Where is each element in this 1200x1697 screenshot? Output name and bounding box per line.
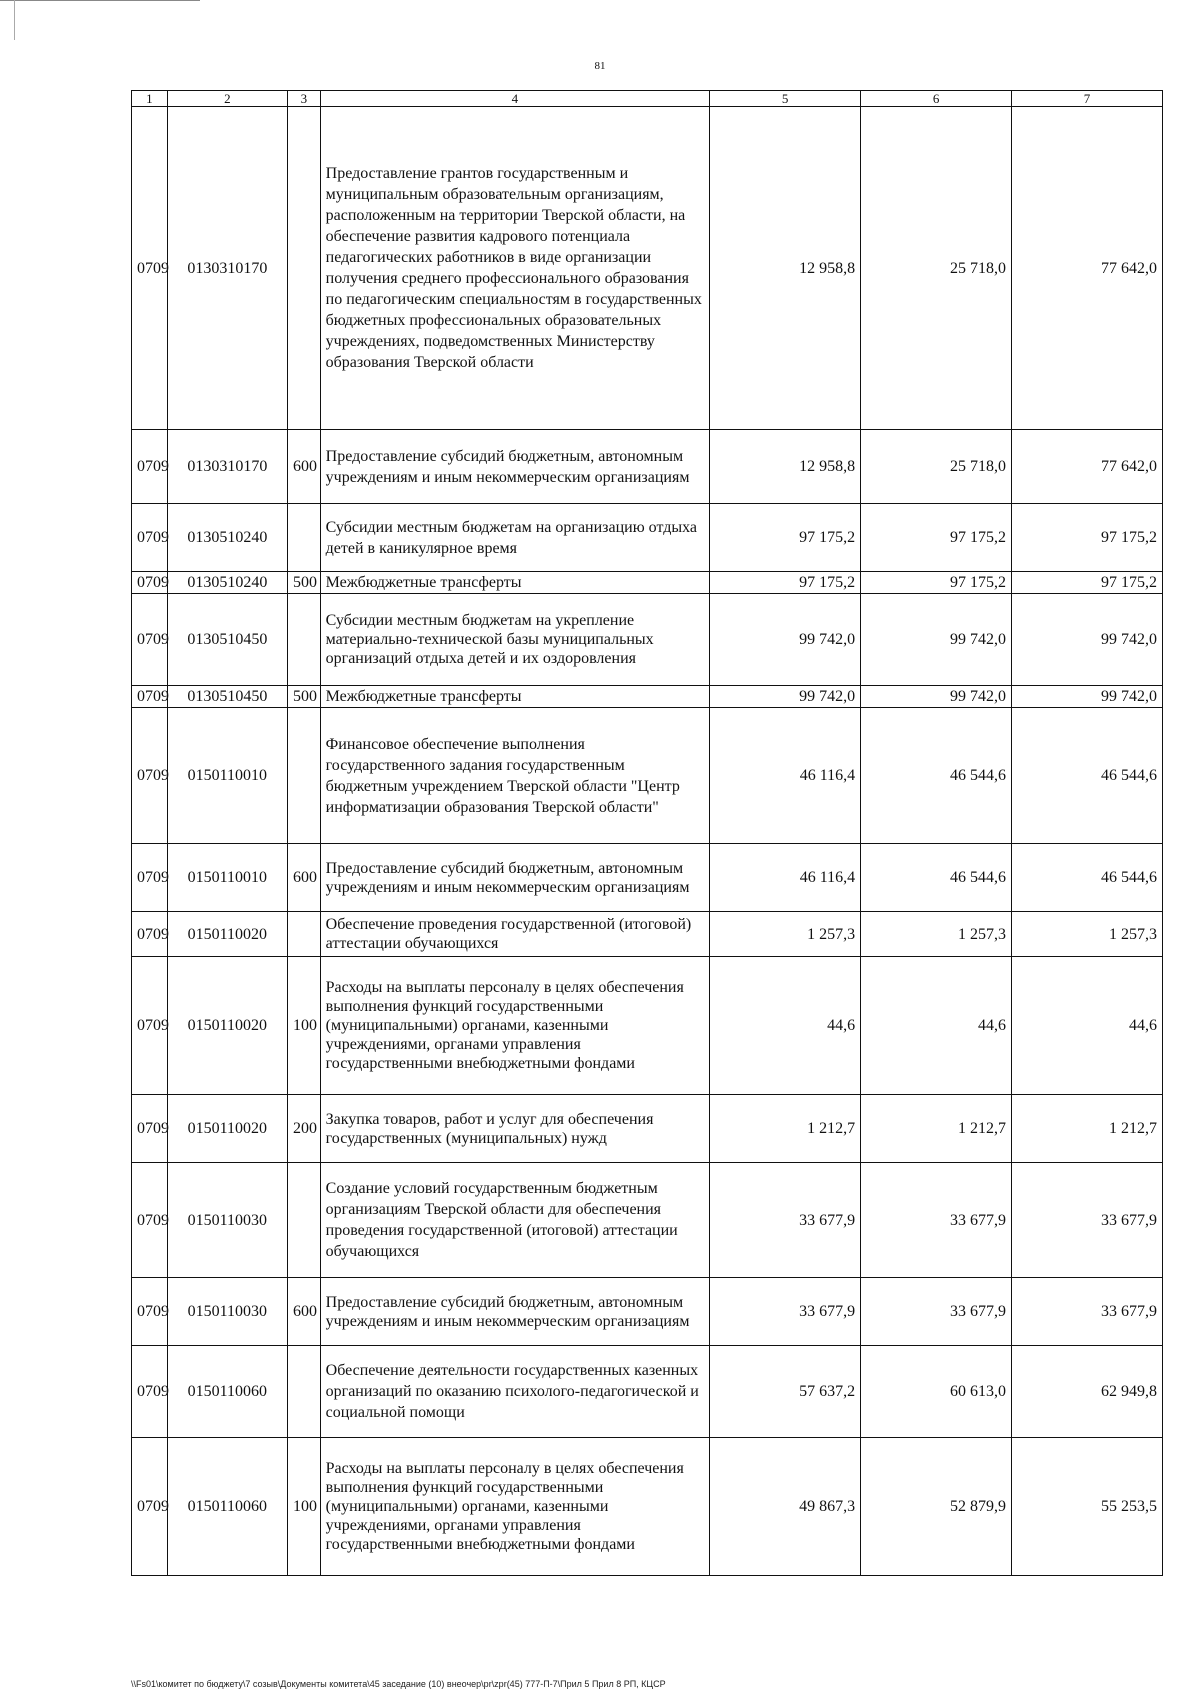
value-col6-cell: 33 677,9: [861, 1163, 1012, 1278]
value-col6-cell: 33 677,9: [861, 1278, 1012, 1346]
value-col6-cell: 97 175,2: [861, 504, 1012, 572]
value-col7-cell: 1 212,7: [1012, 1095, 1163, 1163]
section-cell: 0709: [132, 572, 168, 594]
type-cell: 500: [288, 572, 321, 594]
type-cell: 100: [288, 1438, 321, 1576]
code-cell: 0150110020: [167, 1095, 287, 1163]
page-number: 81: [594, 60, 606, 72]
value-col5-cell: 99 742,0: [710, 686, 861, 708]
value-col6-cell: 52 879,9: [861, 1438, 1012, 1576]
section-cell: 0709: [132, 708, 168, 844]
value-col6-cell: 44,6: [861, 957, 1012, 1095]
section-cell: 0709: [132, 957, 168, 1095]
value-col6-cell: 25 718,0: [861, 107, 1012, 430]
code-cell: 0150110010: [167, 844, 287, 912]
type-cell: 600: [288, 430, 321, 504]
description-cell: Субсидии местным бюджетам на укрепление материально-технической базы муниципальных организаций отдыха детей и их оздоровления: [320, 594, 710, 686]
value-col6-cell: 60 613,0: [861, 1346, 1012, 1438]
description-cell: Межбюджетные трансферты: [320, 686, 710, 708]
section-cell: 0709: [132, 430, 168, 504]
value-col5-cell: 57 637,2: [710, 1346, 861, 1438]
code-cell: 0150110060: [167, 1438, 287, 1576]
value-col7-cell: 77 642,0: [1012, 430, 1163, 504]
value-col5-cell: 97 175,2: [710, 572, 861, 594]
table-row: [132, 686, 1163, 708]
value-col7-cell: 1 257,3: [1012, 912, 1163, 957]
table-row: [132, 572, 1163, 594]
type-cell: 200: [288, 1095, 321, 1163]
value-col6-cell: 46 544,6: [861, 844, 1012, 912]
code-cell: 0150110010: [167, 708, 287, 844]
col-header-4: 4: [320, 91, 710, 107]
code-cell: 0130510450: [167, 594, 287, 686]
budget-table: [131, 90, 1163, 1576]
value-col5-cell: 46 116,4: [710, 708, 861, 844]
type-cell: [288, 1163, 321, 1278]
value-col7-cell: 33 677,9: [1012, 1278, 1163, 1346]
column-header-row: [132, 91, 1163, 107]
section-cell: 0709: [132, 1438, 168, 1576]
section-cell: 0709: [132, 1163, 168, 1278]
col-header-6: 6: [861, 91, 1012, 107]
section-cell: 0709: [132, 1278, 168, 1346]
code-cell: 0130310170: [167, 107, 287, 430]
description-cell: Закупка товаров, работ и услуг для обеспечения государственных (муниципальных) нужд: [320, 1095, 710, 1163]
col-header-5: 5: [710, 91, 861, 107]
col-header-2: 2: [167, 91, 287, 107]
type-cell: [288, 912, 321, 957]
value-col7-cell: 46 544,6: [1012, 844, 1163, 912]
table-row: [132, 107, 1163, 430]
description-cell: Расходы на выплаты персоналу в целях обеспечения выполнения функций государственными (муниципальными) органами, казенными учреждениями, органами управления государственными внебюджетными фондами: [320, 957, 710, 1095]
col-header-3: 3: [288, 91, 321, 107]
value-col7-cell: 77 642,0: [1012, 107, 1163, 430]
file-path-footer: \\Fs01\комитет по бюджету\7 созыв\Документы комитета\45 заседание (10) внеочер\pr\zpr(45) 777-П-7\Прил 5 Прил 8 РП, КЦСР: [131, 1679, 666, 1689]
description-cell: Финансовое обеспечение выполнения государственного задания государственным бюджетным учреждением Тверской области "Центр информатизации образования Тверской области": [320, 708, 710, 844]
table-row: [132, 708, 1163, 844]
value-col5-cell: 44,6: [710, 957, 861, 1095]
value-col5-cell: 12 958,8: [710, 107, 861, 430]
type-cell: [288, 1346, 321, 1438]
value-col7-cell: 97 175,2: [1012, 504, 1163, 572]
type-cell: [288, 107, 321, 430]
table-row: [132, 430, 1163, 504]
section-cell: 0709: [132, 594, 168, 686]
table-row: [132, 504, 1163, 572]
value-col5-cell: 46 116,4: [710, 844, 861, 912]
table-row: [132, 1095, 1163, 1163]
code-cell: 0150110030: [167, 1278, 287, 1346]
description-cell: Предоставление субсидий бюджетным, автономным учреждениям и иным некоммерческим организациям: [320, 844, 710, 912]
code-cell: 0150110020: [167, 912, 287, 957]
value-col7-cell: 62 949,8: [1012, 1346, 1163, 1438]
value-col6-cell: 46 544,6: [861, 708, 1012, 844]
value-col7-cell: 99 742,0: [1012, 594, 1163, 686]
value-col6-cell: 1 257,3: [861, 912, 1012, 957]
section-cell: 0709: [132, 1095, 168, 1163]
table-row: [132, 594, 1163, 686]
description-cell: Межбюджетные трансферты: [320, 572, 710, 594]
description-cell: Расходы на выплаты персоналу в целях обеспечения выполнения функций государственными (муниципальными) органами, казенными учреждениями, органами управления государственными внебюджетными фондами: [320, 1438, 710, 1576]
code-cell: 0130510240: [167, 504, 287, 572]
value-col7-cell: 44,6: [1012, 957, 1163, 1095]
section-cell: 0709: [132, 1346, 168, 1438]
description-cell: Предоставление грантов государственным и муниципальным образовательным организациям, расположенным на территории Тверской области, на обеспечение развития кадрового потенциала педагогических работников в виде организации получения среднего профессионального образования по педагогическим специальностям в государственных бюджетных профессиональных образовательных учреждениях, подведомственных Министерству образования Тверской области: [320, 107, 710, 430]
value-col5-cell: 12 958,8: [710, 430, 861, 504]
type-cell: 600: [288, 1278, 321, 1346]
col-header-1: 1: [132, 91, 168, 107]
type-cell: 600: [288, 844, 321, 912]
scan-edge-line: [14, 0, 15, 40]
table-row: [132, 1278, 1163, 1346]
value-col7-cell: 97 175,2: [1012, 572, 1163, 594]
description-cell: Обеспечение деятельности государственных казенных организаций по оказанию психолого-педагогической и социальной помощи: [320, 1346, 710, 1438]
code-cell: 0150110030: [167, 1163, 287, 1278]
code-cell: 0150110020: [167, 957, 287, 1095]
col-header-7: 7: [1012, 91, 1163, 107]
type-cell: 500: [288, 686, 321, 708]
type-cell: [288, 594, 321, 686]
code-cell: 0150110060: [167, 1346, 287, 1438]
value-col7-cell: 99 742,0: [1012, 686, 1163, 708]
value-col7-cell: 33 677,9: [1012, 1163, 1163, 1278]
value-col6-cell: 25 718,0: [861, 430, 1012, 504]
table-row: [132, 844, 1163, 912]
value-col6-cell: 99 742,0: [861, 686, 1012, 708]
type-cell: 100: [288, 957, 321, 1095]
section-cell: 0709: [132, 686, 168, 708]
type-cell: [288, 504, 321, 572]
value-col6-cell: 1 212,7: [861, 1095, 1012, 1163]
description-cell: Субсидии местным бюджетам на организацию отдыха детей в каникулярное время: [320, 504, 710, 572]
table-row: [132, 1346, 1163, 1438]
scan-corner-line: [0, 0, 200, 1]
code-cell: 0130310170: [167, 430, 287, 504]
value-col5-cell: 33 677,9: [710, 1163, 861, 1278]
value-col5-cell: 33 677,9: [710, 1278, 861, 1346]
description-cell: Создание условий государственным бюджетным организациям Тверской области для обеспечения проведения государственной (итоговой) аттестации обучающихся: [320, 1163, 710, 1278]
section-cell: 0709: [132, 107, 168, 430]
description-cell: Обеспечение проведения государственной (итоговой) аттестации обучающихся: [320, 912, 710, 957]
type-cell: [288, 708, 321, 844]
section-cell: 0709: [132, 912, 168, 957]
section-cell: 0709: [132, 504, 168, 572]
table-row: [132, 957, 1163, 1095]
section-cell: 0709: [132, 844, 168, 912]
value-col5-cell: 99 742,0: [710, 594, 861, 686]
value-col7-cell: 55 253,5: [1012, 1438, 1163, 1576]
description-cell: Предоставление субсидий бюджетным, автономным учреждениям и иным некоммерческим организациям: [320, 1278, 710, 1346]
value-col5-cell: 1 212,7: [710, 1095, 861, 1163]
value-col6-cell: 97 175,2: [861, 572, 1012, 594]
code-cell: 0130510240: [167, 572, 287, 594]
table-row: [132, 1163, 1163, 1278]
value-col7-cell: 46 544,6: [1012, 708, 1163, 844]
table-row: [132, 912, 1163, 957]
description-cell: Предоставление субсидий бюджетным, автономным учреждениям и иным некоммерческим организациям: [320, 430, 710, 504]
code-cell: 0130510450: [167, 686, 287, 708]
value-col5-cell: 97 175,2: [710, 504, 861, 572]
table-row: [132, 1438, 1163, 1576]
value-col5-cell: 49 867,3: [710, 1438, 861, 1576]
value-col6-cell: 99 742,0: [861, 594, 1012, 686]
value-col5-cell: 1 257,3: [710, 912, 861, 957]
